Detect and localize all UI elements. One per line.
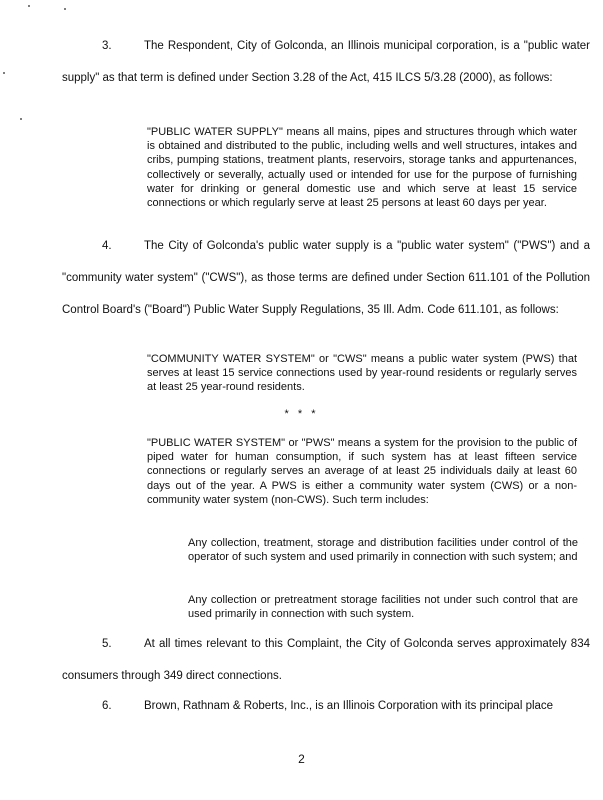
definition-clause-b: Any collection or pretreatment storage facilities not under such control that are used primarily in connection with such system. (188, 594, 578, 621)
quote-public-water-system: "PUBLIC WATER SYSTEM" or "PWS" means a system for the provision to the public of piped water for human consumption, if such system has at least fifteen service connections or regularly serves an average of at least 25 individuals daily at least 60 days out of the year. A PWS is either a community water system (CWS) or a non-community water system (non-CWS). Such term includes: (147, 437, 577, 506)
scan-speck (3, 72, 5, 74)
page-number: 2 (298, 752, 305, 766)
paragraph-number: 6. (102, 700, 112, 712)
paragraph-number: 3. (102, 40, 112, 52)
quote-community-water-system: "COMMUNITY WATER SYSTEM" or "CWS" means a public water system (PWS) that serves at least 15 service connections used by year-round residents or regularly serves at least 25 year-round residents. (147, 353, 577, 394)
scan-speck (20, 118, 22, 120)
paragraph-text: The City of Golconda's public water supply is a "public water system" ("PWS") and a "community water system" ("CWS"), as those terms are defined under Section 611.101 of the Pollution Control Board's ("Board") Public Water Supply Regulations, 35 Ill. Adm. Code 611.101, as follows: (62, 240, 590, 316)
paragraph-3 (62, 30, 590, 94)
paragraph-5 (62, 628, 590, 692)
scan-speck (28, 5, 30, 7)
paragraph-text: At all times relevant to this Complaint, the City of Golconda serves approximately 834 consumers through 349 direct connections. (62, 638, 590, 682)
paragraph-text: Brown, Rathnam & Roberts, Inc., is an Illinois Corporation with its principal place (144, 700, 554, 712)
ellipsis-separator: * * * (284, 408, 319, 420)
quote-public-water-supply: "PUBLIC WATER SUPPLY" means all mains, pipes and structures through which water is obtained and distributed to the public, including wells and well structures, intakes and cribs, pumping stations, treatment plants, reservoirs, storage tanks and appurtenances, collectively or severally, actually used or intended for use for the purpose of furnishing water for drinking or general domestic use and which serve at least 15 service connections or which regularly serve at least 25 persons at least 60 days per year. (147, 126, 577, 210)
definition-clause-a: Any collection, treatment, storage and distribution facilities under control of the operator of such system and used primarily in connection with such system; and (188, 537, 578, 564)
scan-speck (64, 8, 66, 10)
paragraph-number: 4. (102, 240, 112, 252)
paragraph-number: 5. (102, 638, 112, 650)
paragraph-text: The Respondent, City of Golconda, an Illinois municipal corporation, is a "public water supply" as that term is defined under Section 3.28 of the Act, 415 ILCS 5/3.28 (2000), as follows: (62, 40, 590, 84)
paragraph-6 (62, 690, 590, 722)
paragraph-4 (62, 230, 590, 326)
